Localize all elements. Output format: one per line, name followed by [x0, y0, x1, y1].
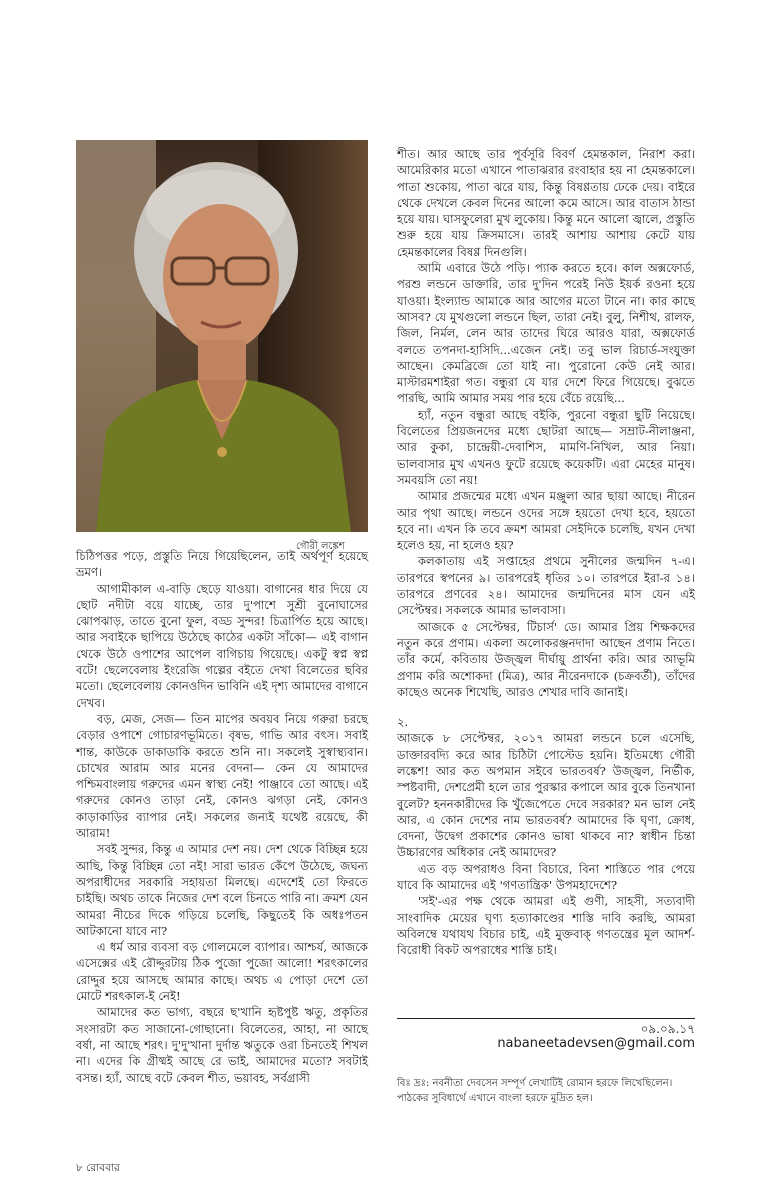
page-footer: ৮ রোববার — [76, 1162, 120, 1174]
right-column — [397, 146, 695, 959]
editor-note: বিঃ দ্রঃ: নবনীতা দেবসেন সম্পূর্ণ লেখাটিই রোমান হরফে লিখেছিলেন। পাঠকের সুবিধার্থে এখানে বাংলা হরফে মুদ্রিত হল। — [397, 1078, 673, 1104]
paragraph: 'সই'-এর পক্ষ থেকে আমরা এই গুণী, সাহসী, সত্যবাদী সাংবাদিক মেয়ের ঘৃণ্য হত্যাকাণ্ডের শাস্তি দাবি করছি, আমরা অবিলম্বে যথাযথ বিচার চাই, এই মুক্তবাক্ গণতন্ত্রের মূল আদর্শ-বিরোধী বিকট অপরাধের শাস্তি চাই। — [397, 894, 695, 958]
paragraph: এ ধর্ম আর ব্যবসা বড় গোলমেলে ব্যাপার। আশ্চর্য, আজকে এসেক্সের এই রৌদ্দুরটায় ঠিক পুজো পুজো আলো! শরৎকালের রোদ্দুর হয়ে আসছে আমার কাছে। অথচ এ পোড়া দেশে তো মোটে শরৎকাল-ই নেই! — [76, 940, 368, 1004]
paragraph: কলকাতায় এই সপ্তাহের প্রথমে সুনীলের জন্মদিন ৭-এ। তারপরে স্বপনের ৯। তারপরেই ধৃতির ১০। তারপরে ইরা-র ১৪। তারপরে প্রণবের ২৪। আমাদের জন্মদিনের মাস যেন এই সেপ্টেম্বর। সকলকে আমার ভালবাসা। — [397, 554, 695, 618]
portrait-figure — [76, 140, 368, 532]
signoff-date: ০৯.০৯.১৭ — [640, 1022, 695, 1036]
left-column — [76, 548, 368, 1086]
paragraph: সবই সুন্দর, কিন্তু এ আমার দেশ নয়। দেশ থেকে বিচ্ছিন্ন হয়ে আছি, কিন্তু বিচ্ছিন্ন তো নই! সারা ভারত কেঁপে উঠেছে, জঘন্য অপরাধীদের সরকারি সহায়তা মিলছে। এদেশেই তো ফিরতে চাইছি। অথচ তাকে নিজের দেশ বলে চিনতে পারি না। ক্রমশ যেন আমরা নীচের দিকে গড়িয়ে চলেছি, কিছুতেই কি অধঃপতন আটকানো যাবে না? — [76, 842, 368, 938]
section-number: ২. — [397, 715, 409, 730]
author-email: nabaneetadevsen@gmail.com — [497, 1036, 695, 1051]
paragraph: এত বড় অপরাধও বিনা বিচারে, বিনা শাস্তিতে পার পেয়ে যাবে কি আমাদের এই 'গণতান্ত্রিক' উপমহাদেশে? — [397, 861, 695, 893]
paragraph: আজকে ৫ সেপ্টেম্বর, টিচার্স' ডে। আমার প্রিয় শিক্ষকদের নতুন করে প্রণাম। একলা অলোকরঞ্জনদাদা আছেন প্রণাম নিতে। তাঁর কর্মে, কবিতায় উজ্জ্বল দীর্ঘায়ু প্রার্থনা করি। আর আভূমি প্রণাম করি অশোকদা (মিত্র), আর নীরেনদাকে (চক্রবর্তী), তাঁদের কাছেও অনেক শিখেছি, আরও শেখার দাবি জানাই। — [397, 619, 695, 699]
paragraph: চিঠিপত্তর পড়ে, প্রস্তুতি নিয়ে গিয়েছিলেন, তাই অর্থপূর্ণ হয়েছে ভ্রমণ। — [76, 549, 368, 580]
paragraph: আজকে ৮ সেপ্টেম্বর, ২০১৭ আমরা লন্ডনে চলে এসেছি, ডাক্তারবদ্যি করে আর চিঠিটা পোস্টেড হয়নি। ইতিমধ্যে গৌরী লঙ্কেশ! আর কত অপমান সইবে ভারতবর্ষ? উজ্জ্বল, নির্ভীক, স্পষ্টবাদী, দেশপ্রেমী হলে তার পুরস্কার কপালে আর বুকে তিনখানা বুলেট? হননকারীদের কি খুঁজেপেতে দেবে সরকার? মন ভাল নেই আর, এ কোন দেশের নাম ভারতবর্ষ? আমাদের কি ঘৃণা, ক্রোধ, বেদনা, উদ্বেগ প্রকাশের কোনও ভাষা থাকবে না? স্বাধীন চিন্তা উচ্চারণের অধিকার নেই আমাদের? — [397, 731, 695, 860]
signoff-divider — [397, 1018, 695, 1019]
paragraph: হ্যাঁ, নতুন বন্ধুরা আছে বইকি, পুরনো বন্ধুরা ছুটি নিয়েছে। বিলেতের প্রিয়জনদের মধ্যে ছোটরা আছে— সম্রাট-নীলাঞ্জনা, আর কুকা, চান্দ্রেয়ী-দেবাশিস, মামণি-নিখিল, আর নিয়া। ভালবাসার মুখ এখনও ফুটে রয়েছে কয়েকটি। এরা মেহের মানুষ। সমবয়সি তো নয়! — [397, 407, 695, 487]
photo-caption: গৌরী লঙ্কেশ — [296, 541, 345, 552]
paragraph: আমার প্রজন্মের মধ্যে এখন মঞ্জুলা আর ছায়া আছে। নীরেন আর পৃথা আছে। লন্ডনে ওদের সঙ্গে হয়তো দেখা হবে, হয়তো হবে না। এখন কি তবে ক্রমশ আমরা সেইদিকে চলেছি, যখন দেখা হলেও হয়, না হলেও হয়? — [397, 489, 695, 553]
paragraph: শীত। আর আছে তার পূর্বসূরি বিবর্ণ হেমন্তকাল, নিরাশ করা। আমেরিকার মতো এখানে পাতাঝরার রংবাহার হয় না হেমন্তকালে। পাতা শুকোয়, পাতা ঝরে যায়, কিন্তু বিষণ্ণতায় ঢেকে দেয়। বাইরে থেকে দেখলে কেবল দিনের আলো কমে আসে। আর বাতাস ঠান্ডা হয়ে যায়। ঘাসফুলেরা মুখ লুকোয়। কিন্তু মনে আলো জ্বালে, প্রস্তুতি শুরু হয়ে যায় ক্রিসমাসে। তারই আশায় আশায় কেটে যায় হেমন্তকালের বিষণ্ণ দিনগুলি। — [397, 147, 695, 259]
paragraph: আমি এবারে উঠে পড়ি। প্যাক করতে হবে। কাল অক্সফোর্ড, পরশু লন্ডনে ডাক্তারি, তার দু'দিন পরেই নিউ ইয়র্ক রওনা হয়ে যাওয়া। ইংল্যান্ড আমাকে আর আগের মতো টানে না। কার কাছে আসব? যে মুখগুলো লন্ডনে ছিল, তারা নেই। বুলু, নিশীথ, রালফ, জিল, নির্মল, লেন আর তাদের ঘিরে আরও যারা, অক্সফোর্ড বলতে তপনদা-হাসিদি...এজেন নেই। তবু ভাল রিচার্ড-সংযুক্তা আছেন। কেমব্রিজে তো যাই না। পুরোনো কেউ নেই আর। মাস্টারমশাইরা গত। বন্ধুরা যে যার দেশে ফিরে গিয়েছে। বুঝতে পারছি, আমি আমার সময় পার হয়ে বেঁচে রয়েছি... — [397, 261, 695, 406]
paragraph: আমাদের কত ভাগ্য, বছরে ছ'খানি হৃষ্টপুষ্ট ঋতু, প্রকৃতির সংসারটা কত সাজানো-গোছানো। বিলেতের, আহা, না আছে বর্ষা, না আছে শরৎ। দু'দু'খানা দুর্দান্ত ঋতুকে ওরা চিনতেই শিখল না। এদের কি গ্রীষ্মই আছে রে ভাই, আমাদের মতো? সবটাই বসন্ত। হ্যাঁ, আছে বটে কেবল শীত, ভয়াবহ, সর্বগ্রাসী — [76, 1005, 368, 1085]
paragraph: বড়, মেজ, সেজ— তিন মাপের অবয়ব নিয়ে গরুরা চরছে বেড়ার ওপাশে গোচারণভূমিতে। বৃষভ, গাভি আর বৎস। সবাই শান্ত, কাউকে ডাকাডাকি করতে শুনি না। সকলেই সুস্বাস্থ্যবান। চোখের আরাম আর মনের বেদনা— কেন যে আমাদের পশ্চিমবাংলায় গরুদের এমন স্বাস্থ্য নেই! পাঞ্জাবে তো আছে। এই গরুদের কোনও তাড়া নেই, কোনও ঝগড়া নেই, কোনও কাড়াকাড়ির ব্যাপার নেই। সকলের জন্যই যথেষ্ট রয়েছে, কী আরাম! — [76, 711, 368, 841]
portrait-photo — [76, 140, 368, 532]
paragraph: আগামীকাল এ-বাড়ি ছেড়ে যাওয়া। বাগানের ধার দিয়ে যে ছোট নদীটা বয়ে যাচ্ছে, তার দু'পাশে সুশ্রী বুনোঘাসের ঝোপঝাড়, তাতে বুনো ফুল, বড্ড সুন্দর! চিত্রার্পিত হয়ে আছে। আর সবাইকে ছাপিয়ে উঠেছে কাঠের একটা সাঁকো— এই বাগান থেকে উঠে ওপাশের আপেল বাগিচায় গিয়েছে। একটু স্বপ্ন স্বপ্ন বটে! ছেলেবেলায় ইংরেজি গল্পের বইতে দেখা বিলেতের ছবির মতো। ছেলেবেলায় কোনওদিন ভাবিনি এই দৃশ্য আমাদের বাগানে দেখব। — [76, 581, 369, 710]
